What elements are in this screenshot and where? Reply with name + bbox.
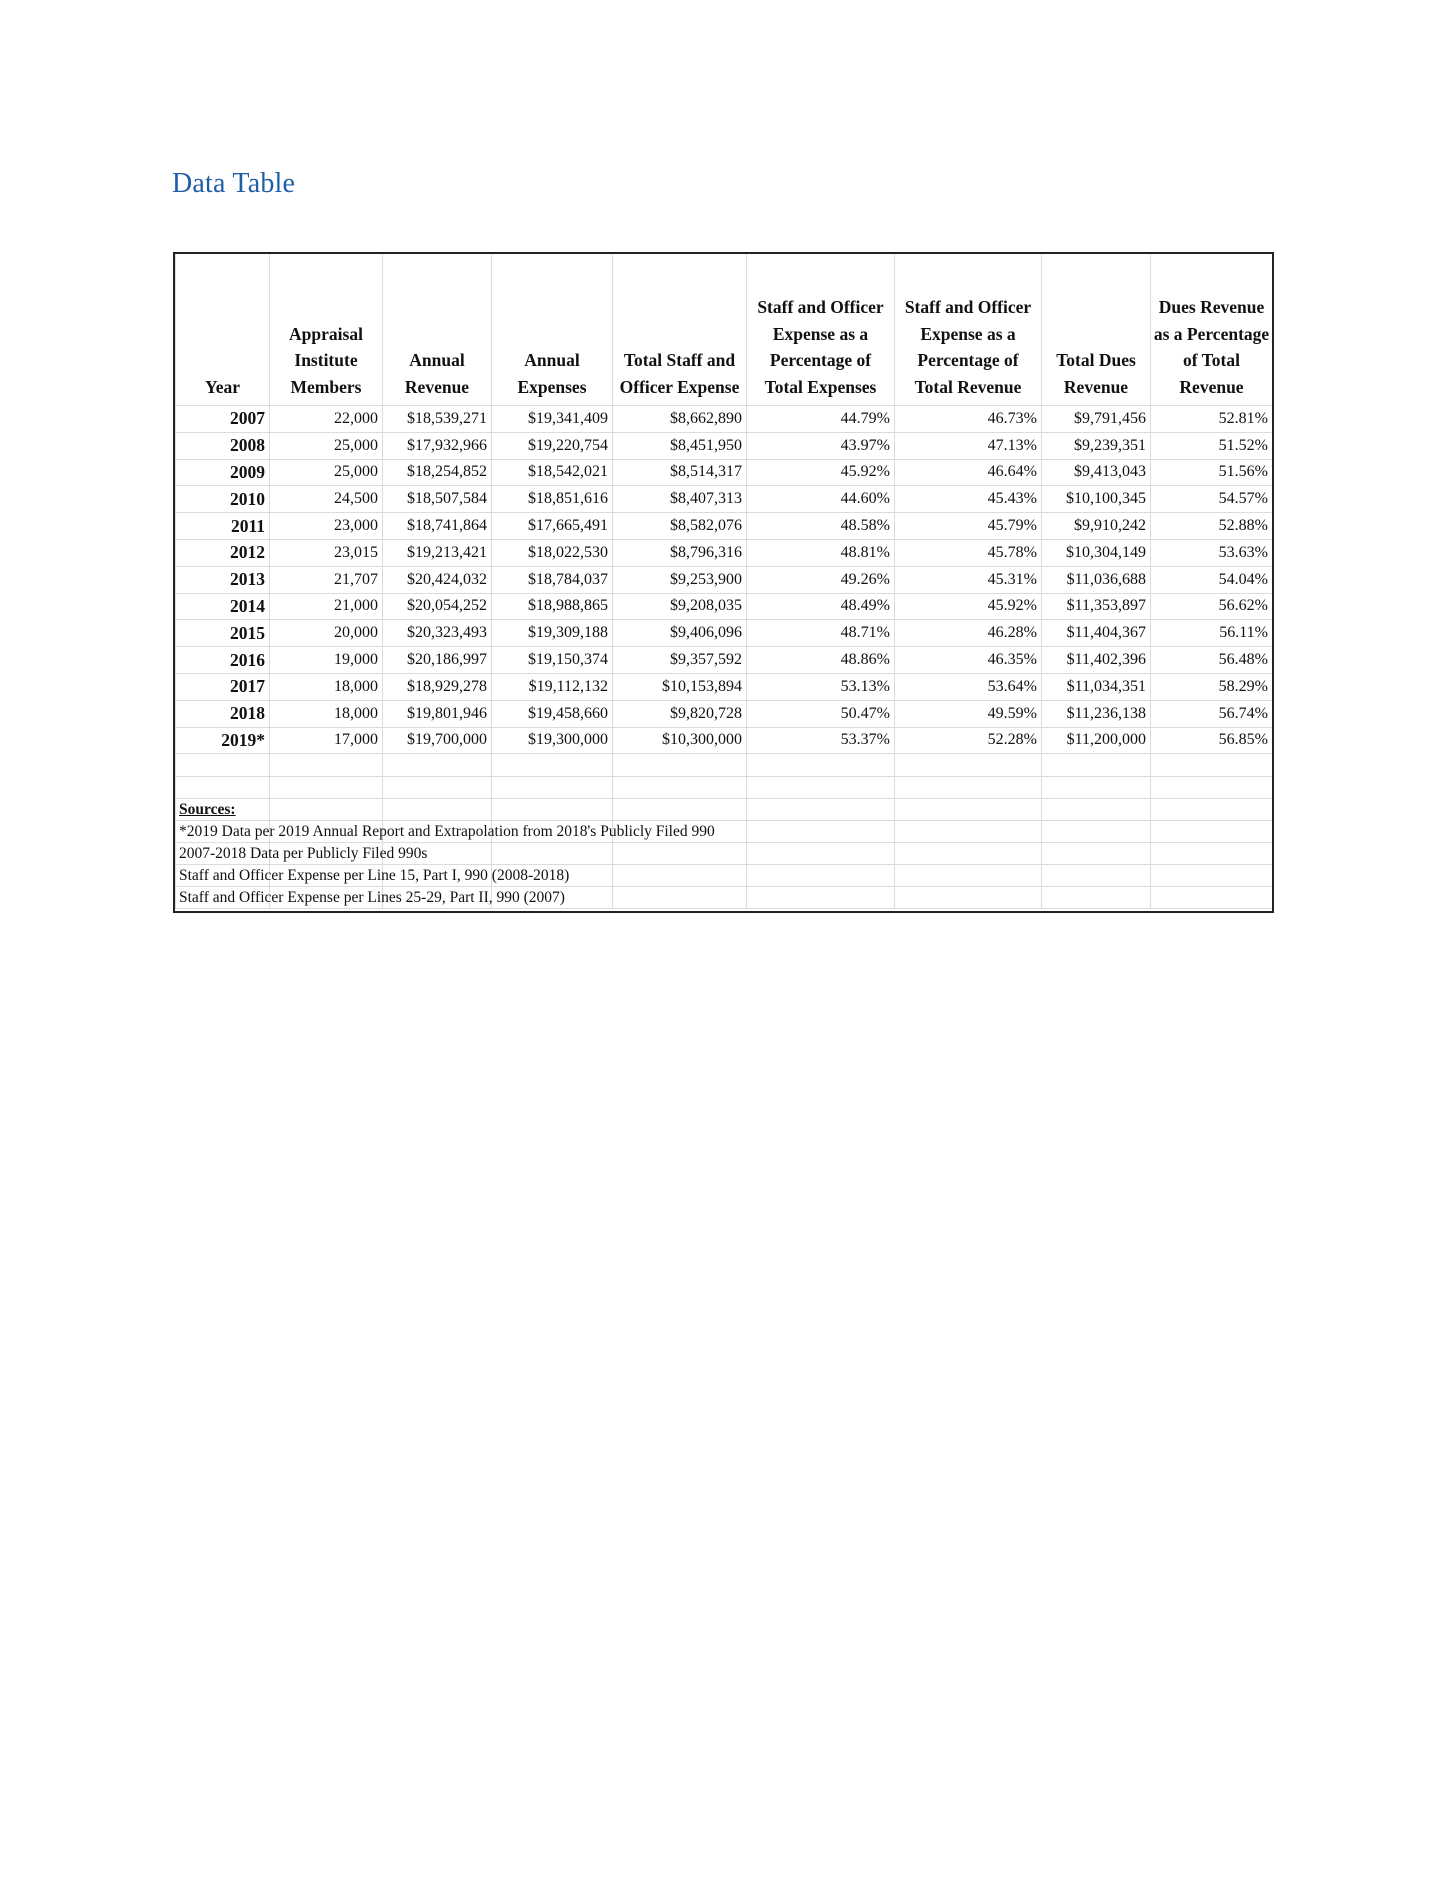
table-row [176, 620, 1273, 647]
cell-pct-expenses: 50.47% [747, 700, 895, 727]
cell-year: 2009 [176, 459, 270, 486]
table-row [176, 566, 1273, 593]
cell-pct-revenue: 49.59% [895, 700, 1042, 727]
header-annual-expenses: Annual Expenses [492, 254, 613, 406]
cell-dues-pct: 51.56% [1151, 459, 1273, 486]
cell-revenue: $20,054,252 [383, 593, 492, 620]
data-table-frame [173, 252, 1274, 913]
cell-pct-expenses: 48.58% [747, 513, 895, 540]
cell-staff-expense: $10,300,000 [613, 727, 747, 754]
cell-year: 2019* [176, 727, 270, 754]
source-line: Staff and Officer Expense per Line 15, Part I, 990 (2008-2018) [179, 867, 570, 885]
cell-dues-pct: 56.62% [1151, 593, 1273, 620]
cell-members: 19,000 [270, 647, 383, 674]
cell-dues-pct: 56.48% [1151, 647, 1273, 674]
cell-pct-revenue: 45.79% [895, 513, 1042, 540]
cell-staff-expense: $8,796,316 [613, 539, 747, 566]
cell-pct-revenue: 47.13% [895, 432, 1042, 459]
cell-dues-revenue: $11,404,367 [1042, 620, 1151, 647]
cell-revenue: $18,741,864 [383, 513, 492, 540]
cell-members: 20,000 [270, 620, 383, 647]
cell-pct-expenses: 44.79% [747, 406, 895, 433]
cell-staff-expense: $8,582,076 [613, 513, 747, 540]
header-members: Appraisal Institute Members [270, 254, 383, 406]
cell-pct-revenue: 46.73% [895, 406, 1042, 433]
cell-members: 25,000 [270, 432, 383, 459]
header-pct-revenue: Staff and Officer Expense as a Percentage of Total Revenue [895, 254, 1042, 406]
cell-staff-expense: $9,253,900 [613, 566, 747, 593]
cell-revenue: $18,539,271 [383, 406, 492, 433]
cell-year: 2012 [176, 539, 270, 566]
cell-staff-expense: $9,820,728 [613, 700, 747, 727]
blank-row [176, 776, 1273, 799]
cell-expenses: $19,300,000 [492, 727, 613, 754]
cell-pct-expenses: 48.71% [747, 620, 895, 647]
table-row [176, 432, 1273, 459]
cell-pct-revenue: 46.64% [895, 459, 1042, 486]
cell-members: 21,000 [270, 593, 383, 620]
cell-staff-expense: $8,514,317 [613, 459, 747, 486]
cell-year: 2011 [176, 513, 270, 540]
cell-year: 2008 [176, 432, 270, 459]
cell-expenses: $18,851,616 [492, 486, 613, 513]
table-row [176, 459, 1273, 486]
header-dues-revenue: Total Dues Revenue [1042, 254, 1151, 406]
cell-pct-revenue: 45.92% [895, 593, 1042, 620]
cell-dues-revenue: $11,402,396 [1042, 647, 1151, 674]
cell-dues-revenue: $9,413,043 [1042, 459, 1151, 486]
page-title: Data Table [172, 168, 296, 199]
cell-staff-expense: $9,208,035 [613, 593, 747, 620]
cell-year: 2017 [176, 673, 270, 700]
cell-members: 17,000 [270, 727, 383, 754]
cell-revenue: $18,929,278 [383, 673, 492, 700]
cell-pct-expenses: 43.97% [747, 432, 895, 459]
table-row [176, 727, 1273, 754]
sources-label-row [176, 799, 1273, 821]
cell-members: 21,707 [270, 566, 383, 593]
header-staff-expense: Total Staff and Officer Expense [613, 254, 747, 406]
cell-revenue: $20,186,997 [383, 647, 492, 674]
cell-pct-revenue: 53.64% [895, 673, 1042, 700]
cell-revenue: $19,213,421 [383, 539, 492, 566]
cell-expenses: $19,112,132 [492, 673, 613, 700]
source-line-row [176, 887, 1273, 909]
cell-revenue: $19,700,000 [383, 727, 492, 754]
data-table [175, 254, 1273, 909]
cell-members: 18,000 [270, 673, 383, 700]
cell-expenses: $19,309,188 [492, 620, 613, 647]
cell-revenue: $18,254,852 [383, 459, 492, 486]
cell-pct-expenses: 44.60% [747, 486, 895, 513]
header-year: Year [176, 254, 270, 406]
cell-expenses: $19,458,660 [492, 700, 613, 727]
source-line: 2007-2018 Data per Publicly Filed 990s [179, 845, 428, 863]
cell-dues-revenue: $11,036,688 [1042, 566, 1151, 593]
cell-expenses: $19,150,374 [492, 647, 613, 674]
cell-year: 2016 [176, 647, 270, 674]
cell-revenue: $20,424,032 [383, 566, 492, 593]
cell-dues-pct: 53.63% [1151, 539, 1273, 566]
cell-year: 2013 [176, 566, 270, 593]
cell-year: 2014 [176, 593, 270, 620]
cell-pct-expenses: 49.26% [747, 566, 895, 593]
cell-staff-expense: $8,662,890 [613, 406, 747, 433]
cell-revenue: $17,932,966 [383, 432, 492, 459]
header-annual-revenue: Annual Revenue [383, 254, 492, 406]
cell-dues-pct: 54.04% [1151, 566, 1273, 593]
sources-label: Sources: [179, 801, 236, 819]
cell-pct-revenue: 46.28% [895, 620, 1042, 647]
cell-dues-pct: 56.11% [1151, 620, 1273, 647]
table-row [176, 486, 1273, 513]
cell-year: 2018 [176, 700, 270, 727]
cell-pct-expenses: 48.81% [747, 539, 895, 566]
table-row [176, 513, 1273, 540]
cell-revenue: $19,801,946 [383, 700, 492, 727]
cell-pct-revenue: 45.78% [895, 539, 1042, 566]
cell-dues-pct: 52.81% [1151, 406, 1273, 433]
cell-dues-pct: 56.74% [1151, 700, 1273, 727]
cell-revenue: $20,323,493 [383, 620, 492, 647]
cell-dues-revenue: $10,304,149 [1042, 539, 1151, 566]
cell-members: 24,500 [270, 486, 383, 513]
cell-members: 25,000 [270, 459, 383, 486]
cell-pct-expenses: 48.49% [747, 593, 895, 620]
cell-dues-pct: 52.88% [1151, 513, 1273, 540]
header-row [176, 254, 1273, 406]
cell-year: 2007 [176, 406, 270, 433]
cell-members: 18,000 [270, 700, 383, 727]
cell-staff-expense: $10,153,894 [613, 673, 747, 700]
source-line: *2019 Data per 2019 Annual Report and Extrapolation from 2018's Publicly Filed 990 [179, 823, 715, 841]
table-row [176, 406, 1273, 433]
cell-expenses: $18,988,865 [492, 593, 613, 620]
cell-expenses: $18,022,530 [492, 539, 613, 566]
table-row [176, 700, 1273, 727]
cell-pct-revenue: 45.43% [895, 486, 1042, 513]
table-row [176, 647, 1273, 674]
source-line-row [176, 865, 1273, 887]
source-line: Staff and Officer Expense per Lines 25-29, Part II, 990 (2007) [179, 889, 565, 907]
table-row [176, 593, 1273, 620]
table-body [176, 406, 1273, 909]
cell-expenses: $18,784,037 [492, 566, 613, 593]
header-pct-expenses: Staff and Officer Expense as a Percentage of Total Expenses [747, 254, 895, 406]
cell-dues-revenue: $11,353,897 [1042, 593, 1151, 620]
cell-dues-revenue: $11,200,000 [1042, 727, 1151, 754]
cell-pct-expenses: 53.37% [747, 727, 895, 754]
cell-members: 23,000 [270, 513, 383, 540]
cell-year: 2015 [176, 620, 270, 647]
cell-dues-pct: 56.85% [1151, 727, 1273, 754]
cell-dues-revenue: $11,034,351 [1042, 673, 1151, 700]
cell-dues-pct: 54.57% [1151, 486, 1273, 513]
source-line-row [176, 843, 1273, 865]
cell-staff-expense: $8,451,950 [613, 432, 747, 459]
cell-pct-expenses: 53.13% [747, 673, 895, 700]
table-row [176, 673, 1273, 700]
cell-dues-revenue: $11,236,138 [1042, 700, 1151, 727]
cell-dues-pct: 51.52% [1151, 432, 1273, 459]
cell-pct-revenue: 52.28% [895, 727, 1042, 754]
cell-dues-revenue: $9,791,456 [1042, 406, 1151, 433]
source-line-row [176, 821, 1273, 843]
cell-staff-expense: $9,406,096 [613, 620, 747, 647]
cell-pct-revenue: 46.35% [895, 647, 1042, 674]
cell-expenses: $19,220,754 [492, 432, 613, 459]
cell-dues-revenue: $9,239,351 [1042, 432, 1151, 459]
header-dues-pct: Dues Revenue as a Percentage of Total Revenue [1151, 254, 1273, 406]
cell-dues-revenue: $10,100,345 [1042, 486, 1151, 513]
cell-expenses: $19,341,409 [492, 406, 613, 433]
cell-expenses: $18,542,021 [492, 459, 613, 486]
table-row [176, 539, 1273, 566]
blank-row [176, 754, 1273, 777]
cell-year: 2010 [176, 486, 270, 513]
cell-dues-pct: 58.29% [1151, 673, 1273, 700]
cell-pct-expenses: 48.86% [747, 647, 895, 674]
cell-pct-revenue: 45.31% [895, 566, 1042, 593]
cell-staff-expense: $9,357,592 [613, 647, 747, 674]
cell-members: 23,015 [270, 539, 383, 566]
cell-dues-revenue: $9,910,242 [1042, 513, 1151, 540]
cell-pct-expenses: 45.92% [747, 459, 895, 486]
cell-revenue: $18,507,584 [383, 486, 492, 513]
cell-expenses: $17,665,491 [492, 513, 613, 540]
cell-staff-expense: $8,407,313 [613, 486, 747, 513]
cell-members: 22,000 [270, 406, 383, 433]
